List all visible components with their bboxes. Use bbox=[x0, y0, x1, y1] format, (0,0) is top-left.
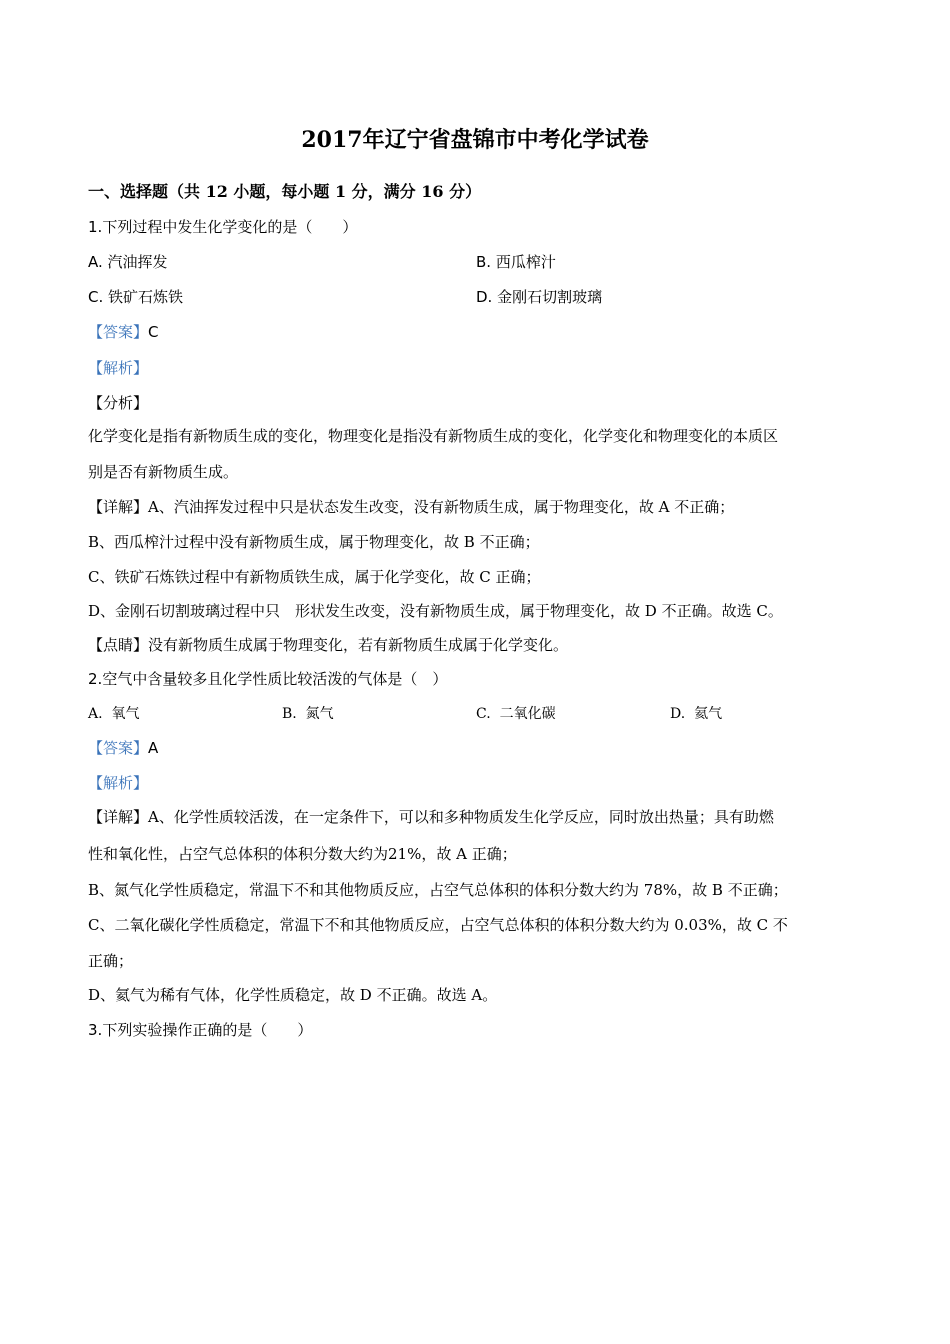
q1-option-a bbox=[88, 251, 168, 273]
q1-fenxi-label: 【分析】 bbox=[88, 394, 149, 412]
q2-option-d-letter: D. bbox=[670, 706, 686, 722]
q1-option-d-text: 金刚石切割玻璃 bbox=[497, 288, 603, 306]
q2-option-a bbox=[88, 703, 139, 725]
q1-option-b-text: 西瓜榨汁 bbox=[495, 253, 556, 271]
q2-detail-1: 【详解】A、化学性质较活泼，在一定条件下，可以和多种物质发生化学反应，同时放出热量；具有助燃 bbox=[88, 808, 774, 826]
q2-detail-3: B、氮气化学性质稳定，常温下不和其他物质反应，占空气总体积的体积分数大约为 78%，故 B 不正确； bbox=[88, 881, 788, 899]
question-2-number: 2. bbox=[88, 670, 103, 688]
q1-option-b-letter: B. bbox=[476, 253, 492, 271]
q2-option-b-text: 氮气 bbox=[305, 706, 334, 722]
q2-detail-5: 正确； bbox=[88, 952, 134, 970]
q1-detail-3: C、铁矿石炼铁过程中有新物质铁生成，属于化学变化，故 C 正确； bbox=[88, 568, 541, 586]
question-3-stem: 下列实验操作正确的是（ ） bbox=[102, 1021, 313, 1039]
q1-detail-1: 【详解】A、汽油挥发过程中只是状态发生改变，没有新物质生成，属于物理变化，故 A 不正确； bbox=[88, 498, 735, 516]
q2-option-d-text: 氦气 bbox=[694, 706, 723, 722]
q2-option-b bbox=[282, 703, 334, 725]
q1-answer bbox=[88, 321, 159, 343]
q1-detail-4: D、金刚石切割玻璃过程中只 形状发生改变，没有新物质生成，属于物理变化，故 D 不正确。故选 C。 bbox=[88, 602, 783, 620]
q2-option-b-letter: B. bbox=[282, 706, 297, 722]
q1-option-d bbox=[476, 286, 602, 308]
question-3-number: 3. bbox=[88, 1021, 103, 1039]
q1-fenxi-text-2: 别是否有新物质生成。 bbox=[88, 463, 239, 481]
question-2 bbox=[88, 668, 447, 690]
q2-option-d bbox=[670, 703, 722, 725]
q1-detail-2: B、西瓜榨汁过程中没有新物质生成，属于物理变化，故 B 不正确； bbox=[88, 533, 540, 551]
q2-detail-4: C、二氧化碳化学性质稳定，常温下不和其他物质反应，占空气总体积的体积分数大约为 0.03%，故 C 不 bbox=[88, 916, 788, 934]
q1-dianjing: 【点睛】没有新物质生成属于物理变化，若有新物质生成属于化学变化。 bbox=[88, 636, 569, 654]
section-heading: 一、选择题（共 12 小题，每小题 1 分，满分 16 分） bbox=[88, 182, 482, 201]
page-title: 2017年辽宁省盘锦市中考化学试卷 bbox=[301, 127, 649, 153]
q2-option-c-text: 二氧化碳 bbox=[499, 706, 556, 722]
q2-option-a-letter: A. bbox=[88, 706, 103, 722]
q1-option-d-letter: D. bbox=[476, 288, 493, 306]
q1-answer-value: C bbox=[148, 323, 159, 341]
q1-option-c-letter: C. bbox=[88, 288, 104, 306]
q2-answer-label: 【答案】 bbox=[88, 739, 149, 757]
q1-option-b bbox=[476, 251, 556, 273]
q1-option-a-text: 汽油挥发 bbox=[107, 253, 168, 271]
q1-analysis-label: 【解析】 bbox=[88, 359, 149, 377]
question-1-number: 1. bbox=[88, 218, 103, 236]
q2-analysis-label: 【解析】 bbox=[88, 774, 149, 792]
q1-option-c-text: 铁矿石炼铁 bbox=[108, 288, 184, 306]
q1-option-a-letter: A. bbox=[88, 253, 103, 271]
q2-option-c bbox=[476, 703, 556, 725]
q1-option-c bbox=[88, 286, 183, 308]
q2-option-c-letter: C. bbox=[476, 706, 491, 722]
q2-answer-value: A bbox=[148, 739, 159, 757]
question-2-stem: 空气中含量较多且化学性质比较活泼的气体是（ ） bbox=[102, 670, 448, 688]
question-3 bbox=[88, 1019, 312, 1041]
q2-detail-2: 性和氧化性，占空气总体积的体积分数大约为21%，故 A 正确； bbox=[88, 845, 517, 863]
q1-answer-label: 【答案】 bbox=[88, 323, 149, 341]
q2-detail-6: D、氦气为稀有气体，化学性质稳定，故 D 不正确。故选 A。 bbox=[88, 986, 498, 1004]
q2-option-a-text: 氧气 bbox=[111, 706, 140, 722]
question-1-stem: 下列过程中发生化学变化的是（ ） bbox=[102, 218, 358, 236]
question-1 bbox=[88, 216, 357, 238]
q1-fenxi-text-1: 化学变化是指有新物质生成的变化，物理变化是指没有新物质生成的变化，化学变化和物理变化的本质区 bbox=[88, 427, 779, 445]
q2-answer bbox=[88, 737, 158, 759]
